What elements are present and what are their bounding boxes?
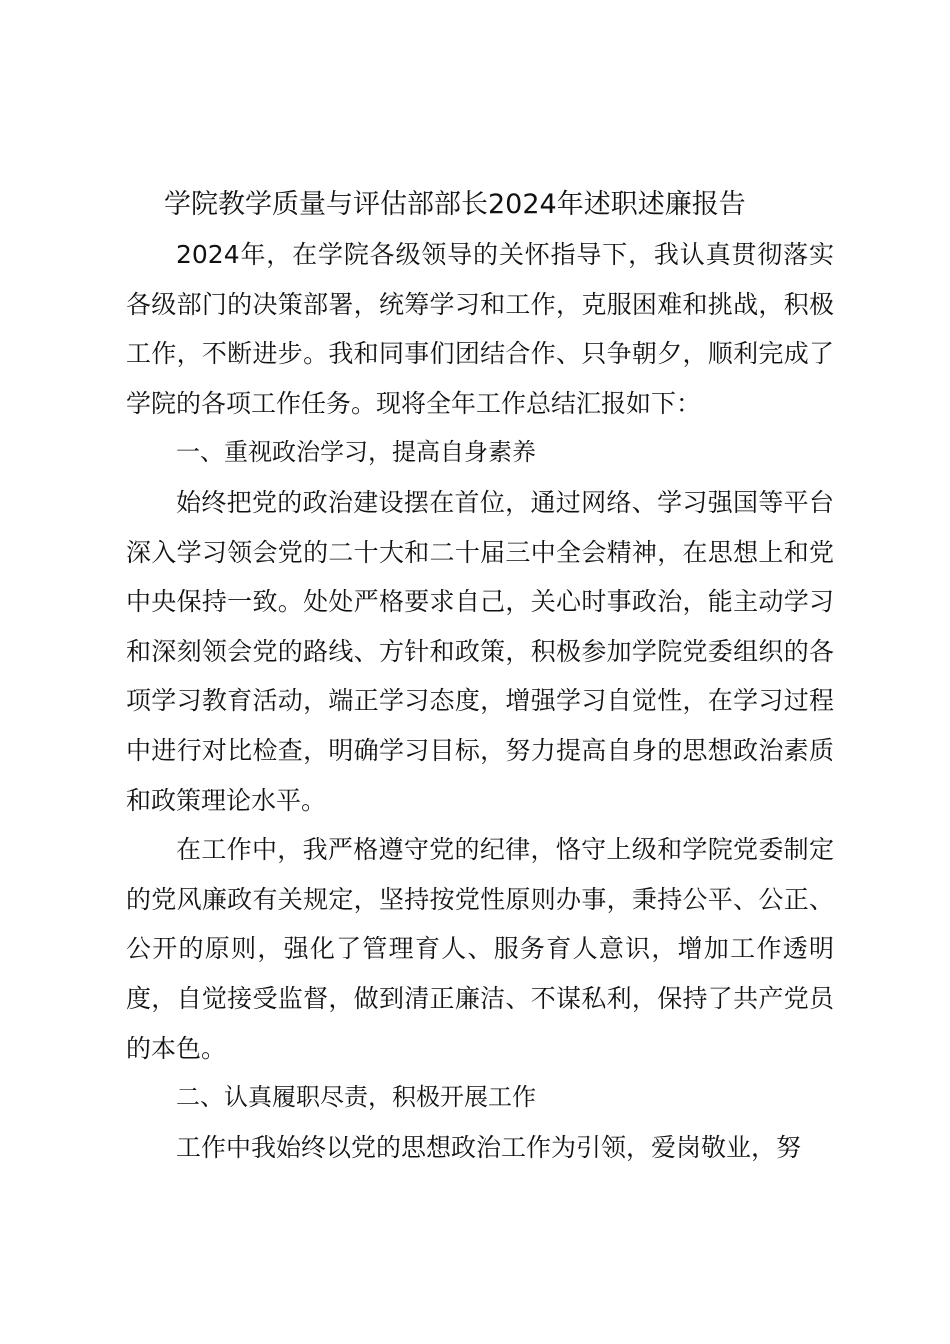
document-page (126, 182, 834, 1172)
paragraph-discipline: 在工作中，我严格遵守党的纪律，恪守上级和学院党委制定的党风廉政有关规定，坚持按党性原则办事，秉持公平、公正、公开的原则，强化了管理育人、服务育人意识，增加工作透明度，自觉接受监督，做到清正廉洁、不谋私利，保持了共产党员的本色。 (126, 835, 834, 1063)
section-heading-1: 一、重视政治学习，提高自身素养 (176, 438, 536, 467)
section-heading-2: 二、认真履职尽责，积极开展工作 (176, 1083, 536, 1112)
paragraph-intro: 2024年，在学院各级领导的关怀指导下，我认真贯彻落实各级部门的决策部署，统筹学习和工作，克服困难和挑战，积极工作，不断进步。我和同事们团结合作、只争朝夕，顺利完成了学院的各项工作任务。现将全年工作总结汇报如下： (126, 240, 834, 418)
paragraph-work: 工作中我始终以党的思想政治工作为引领，爱岗敬业，努 (176, 1132, 802, 1162)
document-title: 学院教学质量与评估部部长2024年述职述廉报告 (164, 189, 746, 220)
paragraph-political-study: 始终把党的政治建设摆在首位，通过网络、学习强国等平台深入学习领会党的二十大和二十届三中全会精神，在思想上和党中央保持一致。处处严格要求自己，关心时事政治，能主动学习和深刻领会党的路线、方针和政策，积极参加学院党委组织的各项学习教育活动，端正学习态度，增强学习自觉性，在学习过程中进行对比检查，明确学习目标，努力提高自身的思想政治素质和政策理论水平。 (126, 487, 834, 815)
